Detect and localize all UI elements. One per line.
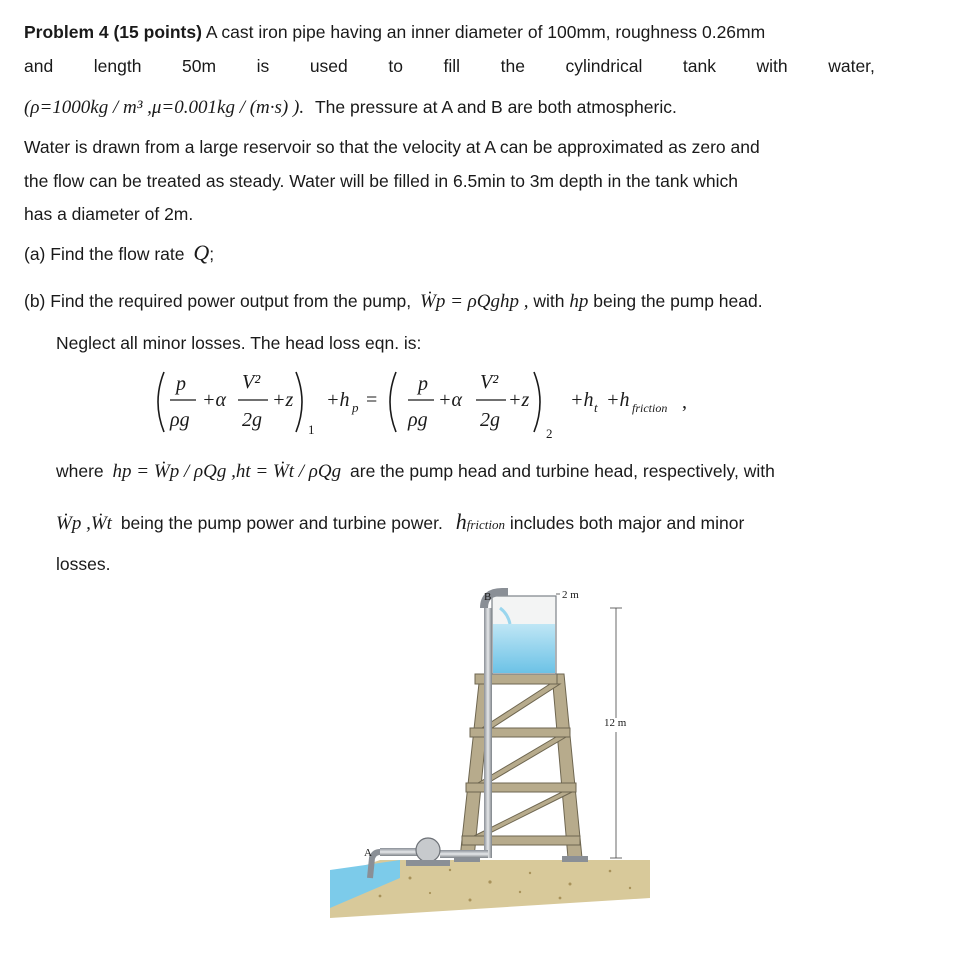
pressure-statement: The pressure at A and B are both atmospheric. <box>314 97 677 117</box>
line2-word: with <box>756 56 788 76</box>
being-line <box>56 510 744 537</box>
where-text: where <box>56 461 104 481</box>
friction-subscript: friction <box>466 517 505 532</box>
label-a: A <box>364 847 372 859</box>
line2-word: and <box>24 56 54 76</box>
line2-word: is <box>256 56 270 76</box>
problem-intro: A cast iron pipe having an inner diameter of 100mm, roughness 0.26mm <box>201 22 766 42</box>
losses-text: losses. <box>56 554 111 574</box>
being-text: being the pump power and turbine power. <box>120 513 443 533</box>
tower-frame <box>460 674 582 858</box>
line2-word: used <box>309 56 348 76</box>
problem-heading: Problem 4 (15 points) <box>24 22 202 42</box>
eq-2g-right: 2g <box>480 409 500 431</box>
left-paren-close <box>296 372 302 432</box>
label-b: B <box>484 591 492 603</box>
eq-z-right: +z <box>508 389 530 411</box>
part-a-text: (a) Find the flow rate <box>24 244 185 264</box>
tank-water <box>493 624 555 673</box>
eq-hp: +h <box>326 389 350 411</box>
eq-sub-2: 2 <box>546 426 553 441</box>
part-b-being: being the pump head. <box>593 291 763 311</box>
eq-rhog-right: ρg <box>408 409 428 431</box>
eq-sub-1: 1 <box>308 422 315 437</box>
tank-pump-figure <box>320 578 650 918</box>
energy-equation <box>150 364 710 444</box>
right-paren-close <box>534 372 540 432</box>
eq-v2-left: V² <box>242 371 261 393</box>
line2-word: water, <box>828 56 875 76</box>
eq-2g-left: 2g <box>242 409 262 431</box>
line2-word: length <box>93 56 142 76</box>
eq-p-right: p <box>418 373 428 395</box>
label-height: 12 m <box>604 717 627 729</box>
eq-alpha-left: +α <box>202 389 226 411</box>
line2-word: 50m <box>182 56 217 76</box>
part-a-end: ; <box>209 244 215 264</box>
pump-power-formula: Ẇp = ρQghp , <box>420 291 529 312</box>
part-b-text: (b) Find the required power output from the pump, <box>24 291 412 311</box>
eq-ht-sub: t <box>594 400 598 415</box>
eq-hp-sub: p <box>352 400 359 415</box>
right-paren-open <box>390 372 396 432</box>
power-symbols: Ẇp ,Ẇt <box>56 513 112 534</box>
line2-word: tank <box>682 56 716 76</box>
being-rest: includes both major and minor <box>509 513 745 533</box>
pipe <box>370 592 508 878</box>
part-b-with: with <box>533 291 565 311</box>
eq-p-left: p <box>176 373 186 395</box>
line2-word: cylindrical <box>565 56 643 76</box>
problem-line-4: Water is drawn from a large reservoir so that the velocity at A can be approximated as zero and <box>24 137 760 157</box>
eq-rhog-left: ρg <box>170 409 190 431</box>
eq-equals: = <box>366 389 378 411</box>
problem-line-5: the flow can be treated as steady. Water will be filled in 6.5min to 3m depth in the tank which <box>24 171 738 191</box>
where-line <box>56 459 775 484</box>
friction-head-symbol: h <box>455 509 467 534</box>
eq-comma: , <box>682 391 687 413</box>
flow-rate-symbol: Q <box>193 240 210 265</box>
part-b-line-2: Neglect all minor losses. The head loss eqn. is: <box>56 333 422 353</box>
left-paren-open <box>158 372 164 432</box>
eq-v2-right: V² <box>480 371 499 393</box>
part-b-line-1 <box>24 289 763 314</box>
problem-line-3 <box>24 95 677 120</box>
pump-head-symbol: hp <box>569 291 589 312</box>
fluid-properties: (ρ=1000kg / m³ ,μ=0.001kg / (m·s) ). <box>24 97 305 118</box>
line2-word: the <box>500 56 525 76</box>
problem-line-1 <box>24 20 765 44</box>
eq-alpha-right: +α <box>438 389 462 411</box>
eq-ht: +h <box>570 389 594 411</box>
eq-hf: +h <box>606 389 630 411</box>
line2-word: fill <box>443 56 461 76</box>
label-tank-diameter: 2 m <box>562 589 579 601</box>
part-a <box>24 241 214 266</box>
where-rest: are the pump head and turbine head, respectively, with <box>350 461 775 481</box>
eq-hf-sub: friction <box>632 401 668 415</box>
eq-z-left: +z <box>272 389 294 411</box>
head-formulas: hp = Ẇp / ρQg ,ht = Ẇt / ρQg <box>112 461 342 482</box>
problem-line-6: has a diameter of 2m. <box>24 204 194 224</box>
problem-line-2 <box>24 54 875 78</box>
line2-word: to <box>388 56 403 76</box>
